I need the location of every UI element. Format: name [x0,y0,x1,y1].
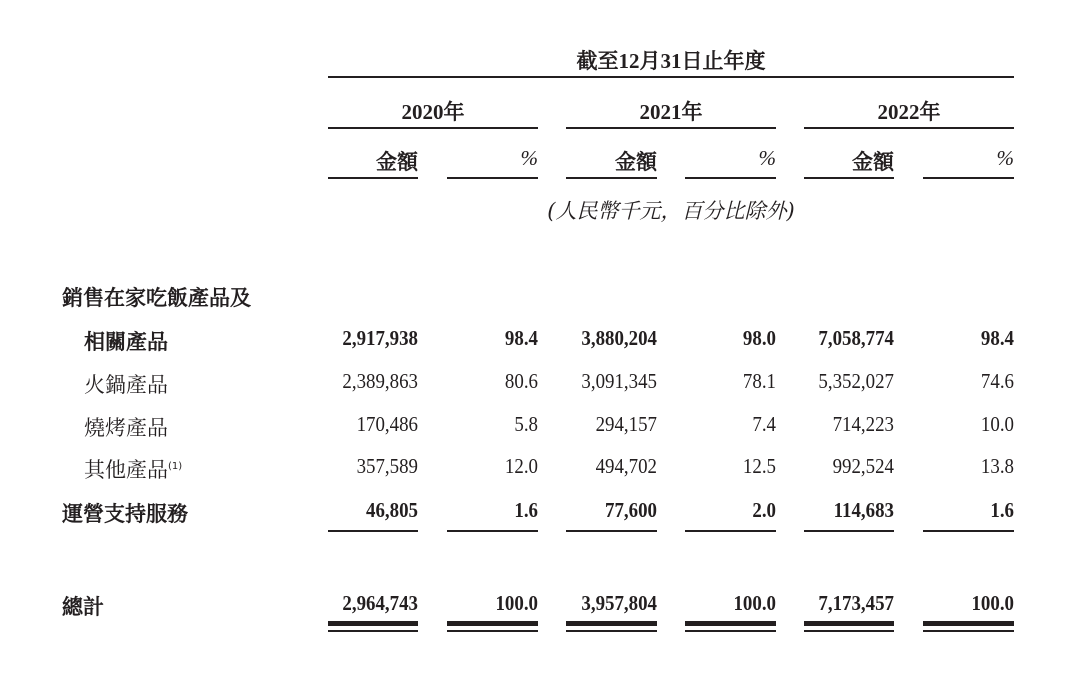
amount-cell: 46,805 [366,498,418,522]
row-label-text: 燒烤產品 [84,416,168,440]
total-double-rule [328,621,418,626]
year-heading: 2022年 [877,100,941,124]
amount-cell: 357,589 [356,454,418,478]
percent-cell: 74.6 [980,369,1014,393]
subtotal-rule [566,530,657,532]
amount-cell: 494,702 [595,454,657,478]
subtotal-rule [685,530,776,532]
percent-cell: 100.0 [495,591,538,615]
amount-cell: 2,917,938 [342,326,418,350]
amount-cell: 7,058,774 [818,326,894,350]
percent-cell: 78.1 [742,369,776,393]
amount-cell: 77,600 [605,498,657,522]
percent-cell: 2.0 [752,498,776,522]
total-double-rule [447,621,538,626]
percent-cell: 100.0 [971,591,1014,615]
year-heading: 2020年 [401,100,465,124]
divider [804,127,1014,129]
subtotal-rule [804,530,894,532]
percent-cell: 12.5 [742,454,776,478]
amount-cell: 3,957,804 [581,591,657,615]
subtotal-rule [923,530,1014,532]
percent-cell: 98.4 [504,326,538,350]
total-double-rule [923,630,1014,632]
footnote-marker: (1) [168,461,183,472]
divider [685,177,776,179]
total-double-rule [685,621,776,626]
total-double-rule [804,630,894,632]
divider [566,177,657,179]
amount-column-header: 金額 [852,150,894,174]
row-label-text: 總計 [62,595,104,619]
row-label [62,591,104,621]
amount-cell: 170,486 [356,412,418,436]
divider [328,76,1014,78]
row-label-text: 其他產品 [84,458,168,482]
amount-cell: 7,173,457 [818,591,894,615]
period-heading: 截至12月31日止年度 [576,49,766,73]
row-label-text: 相關產品 [84,330,168,354]
amount-cell: 114,683 [833,498,894,522]
total-double-rule [804,621,894,626]
divider [566,127,776,129]
total-double-rule [923,621,1014,626]
percent-cell: 1.6 [514,498,538,522]
amount-cell: 3,091,345 [581,369,657,393]
divider [804,177,894,179]
percent-cell: 13.8 [980,454,1014,478]
divider [328,127,538,129]
percent-column-header: % [996,146,1014,170]
total-double-rule [685,630,776,632]
amount-cell: 3,880,204 [581,326,657,350]
percent-column-header: % [520,146,538,170]
amount-cell: 714,223 [832,412,894,436]
percent-cell: 98.4 [980,326,1014,350]
divider [923,177,1014,179]
percent-cell: 12.0 [504,454,538,478]
unit-note: (人民幣千元，百分比除外) [547,199,795,223]
percent-cell: 80.6 [504,369,538,393]
row-label [62,498,188,528]
year-heading: 2021年 [639,100,703,124]
amount-cell: 2,389,863 [342,369,418,393]
total-double-rule [328,630,418,632]
amount-column-header: 金額 [615,150,657,174]
row-label [84,412,168,442]
amount-column-header: 金額 [376,150,418,174]
percent-cell: 10.0 [980,412,1014,436]
percent-cell: 7.4 [752,412,776,436]
row-label [84,369,168,399]
amount-cell: 2,964,743 [342,591,418,615]
percent-column-header: % [758,146,776,170]
row-label [84,326,168,356]
total-double-rule [447,630,538,632]
row-label-text: 運營支持服務 [62,502,188,526]
percent-cell: 1.6 [990,498,1014,522]
total-double-rule [566,621,657,626]
row-label-text: 銷售在家吃飯產品及 [62,286,251,310]
subtotal-rule [447,530,538,532]
amount-cell: 992,524 [832,454,894,478]
row-label-text: 火鍋產品 [84,373,168,397]
divider [447,177,538,179]
percent-cell: 98.0 [742,326,776,350]
divider [328,177,418,179]
row-label [84,454,182,484]
subtotal-rule [328,530,418,532]
percent-cell: 5.8 [514,412,538,436]
amount-cell: 294,157 [595,412,657,436]
total-double-rule [566,630,657,632]
percent-cell: 100.0 [733,591,776,615]
row-label [62,282,251,312]
amount-cell: 5,352,027 [818,369,894,393]
